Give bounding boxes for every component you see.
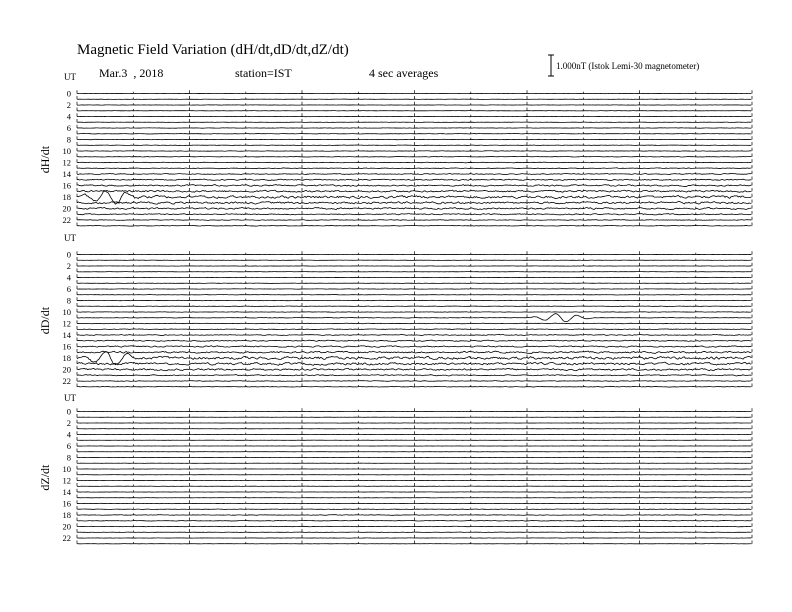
- component-axis-label: dH/dt: [38, 145, 52, 174]
- hour-tick-label: 16: [62, 341, 71, 352]
- hour-tick-label: 14: [62, 330, 71, 340]
- hour-tick-label: 22: [62, 376, 71, 386]
- hour-tick-label: 10: [62, 307, 71, 317]
- hour-tick-label: 14: [62, 169, 71, 179]
- hour-tick-label: 18: [62, 192, 71, 202]
- scale-bar-label: 1.000nT (Istok Lemi-30 magnetometer): [556, 61, 700, 71]
- hour-tick-label: 2: [66, 261, 71, 271]
- ut-axis-label: UT: [64, 72, 76, 82]
- hour-tick-label: 12: [62, 318, 71, 329]
- ut-axis-label: UT: [64, 233, 76, 243]
- hour-tick-label: 20: [62, 203, 71, 214]
- figure-title: Magnetic Field Variation (dH/dt,dD/dt,dZ/dt): [77, 42, 349, 58]
- hour-tick-label: 4: [66, 272, 71, 283]
- hour-tick-label: 0: [66, 88, 71, 99]
- hour-tick-label: 18: [62, 353, 71, 363]
- ut-axis-label: UT: [64, 393, 76, 403]
- hour-tick-label: 12: [62, 157, 71, 168]
- date-label: Mar.3 , 2018: [99, 66, 164, 80]
- hour-tick-label: 0: [66, 406, 71, 417]
- hour-tick-label: 14: [62, 487, 71, 497]
- hour-tick-label: 16: [62, 180, 71, 191]
- hour-tick-label: 0: [66, 249, 71, 260]
- hour-tick-label: 2: [66, 418, 71, 428]
- component-axis-label: dD/dt: [38, 306, 52, 335]
- averaging-label: 4 sec averages: [369, 66, 439, 80]
- hour-tick-label: 22: [62, 215, 71, 225]
- hour-tick-label: 2: [66, 100, 71, 110]
- hour-tick-label: 10: [62, 464, 71, 474]
- hour-tick-label: 20: [62, 521, 71, 532]
- hour-tick-label: 12: [62, 475, 71, 486]
- hour-tick-label: 4: [66, 429, 71, 440]
- hour-tick-label: 6: [66, 123, 71, 133]
- hour-tick-label: 22: [62, 533, 71, 543]
- hour-tick-label: 6: [66, 284, 71, 294]
- hour-tick-label: 8: [66, 295, 71, 306]
- hour-tick-label: 8: [66, 134, 71, 145]
- station-label: station=IST: [235, 66, 292, 80]
- hour-tick-label: 10: [62, 146, 71, 156]
- hour-tick-label: 6: [66, 441, 71, 451]
- hour-tick-label: 16: [62, 498, 71, 509]
- component-axis-label: dZ/dt: [38, 464, 52, 491]
- hour-tick-label: 8: [66, 452, 71, 463]
- hour-tick-label: 18: [62, 510, 71, 520]
- hour-tick-label: 20: [62, 364, 71, 375]
- hour-tick-label: 4: [66, 111, 71, 122]
